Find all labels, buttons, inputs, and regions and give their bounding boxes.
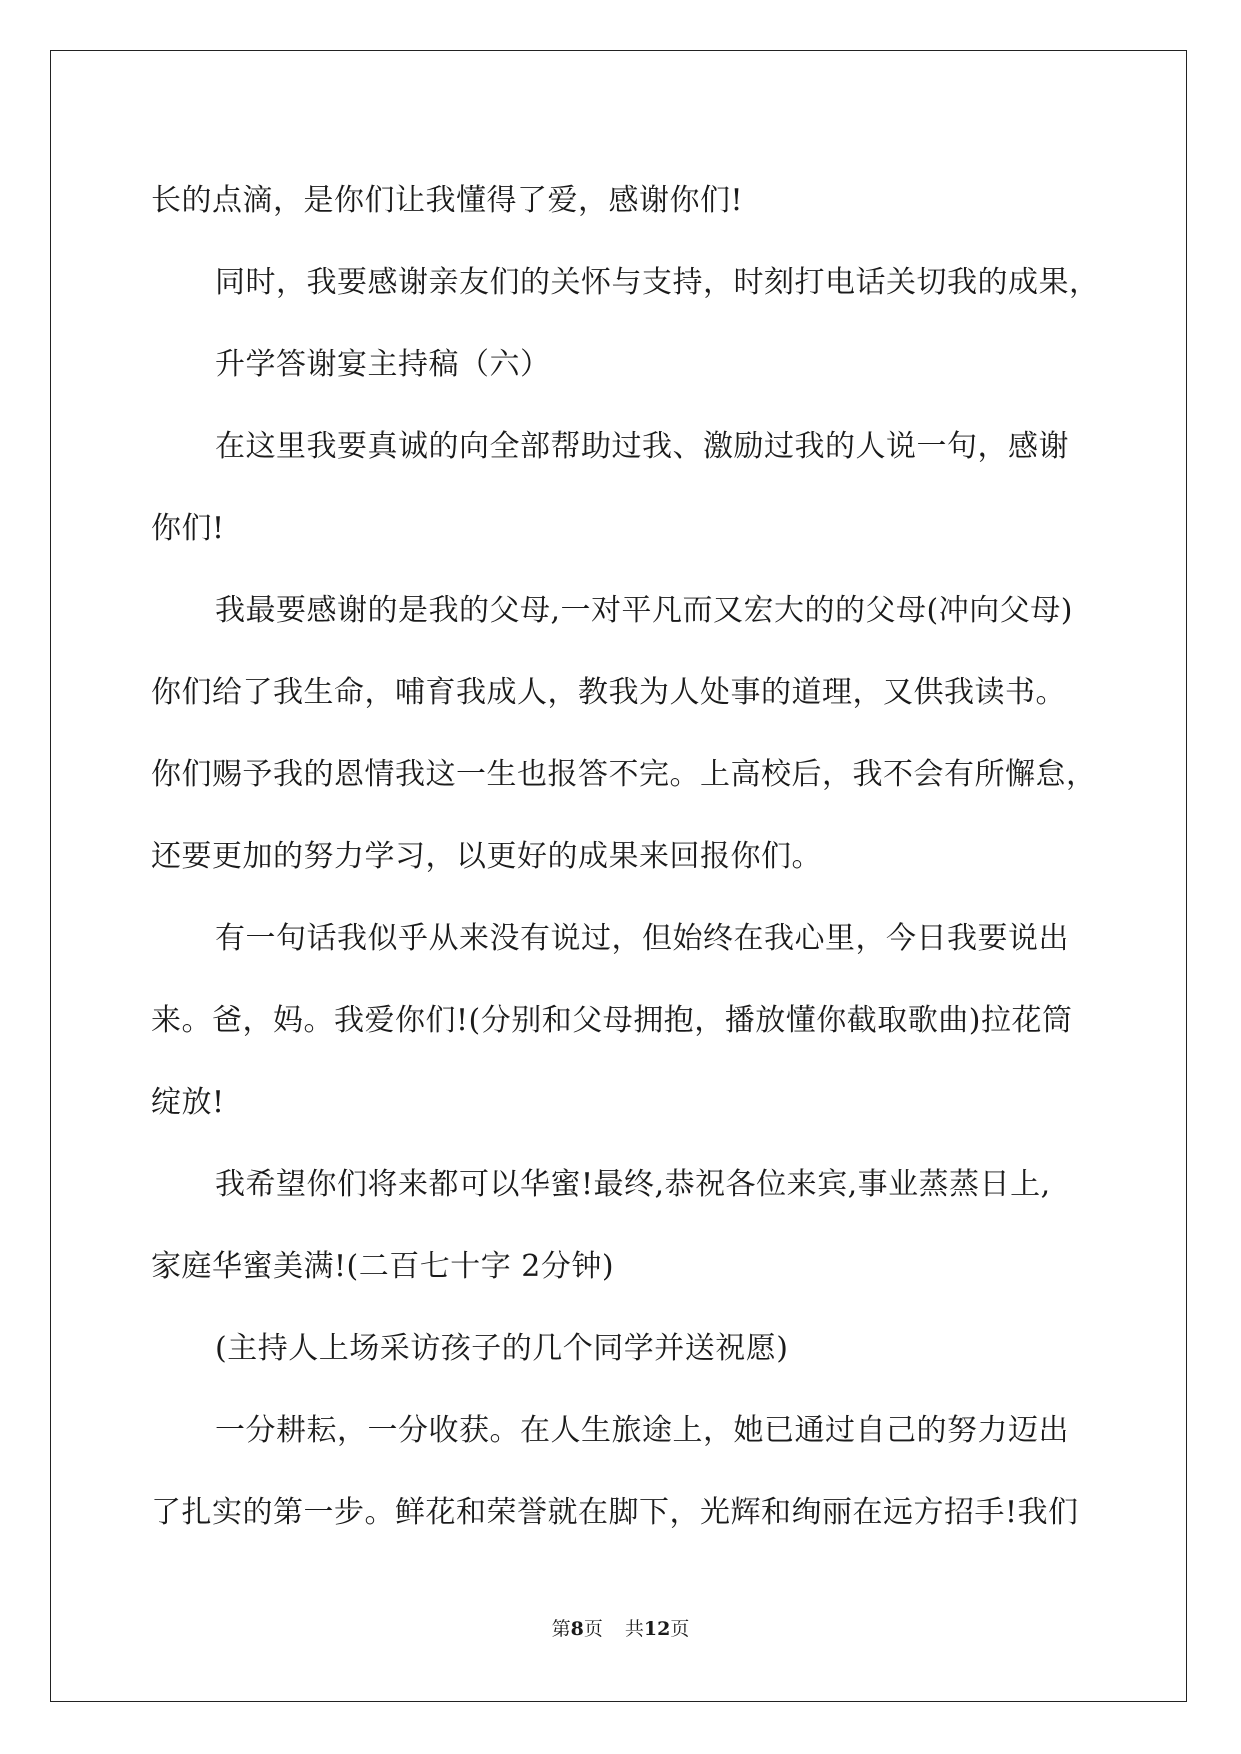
total-suffix: 页 [670,1618,690,1640]
text-line-17: 了扎实的第一步。鲜花和荣誉就在脚下，光辉和绚丽在远方招手!我们 [151,1495,1079,1530]
document-body [151,160,1100,1554]
page-prefix: 第 [551,1618,571,1640]
text-line-1: 长的点滴，是你们让我懂得了爱，感谢你们! [151,183,744,218]
text-line-2: 同时，我要感谢亲友们的关怀与支持，时刻打电话关切我的成果， [215,265,1100,300]
text-line-7: 你们给了我生命，哺育我成人，教我为人处事的道理，又供我读书。 [151,675,1066,710]
text-line-11: 来。爸，妈。我爱你们!(分别和父母拥抱，播放懂你截取歌曲)拉花筒 [151,1003,1073,1038]
page-number: 8 [570,1618,584,1640]
text-line-13: 我希望你们将来都可以华蜜!最终,恭祝各位来宾,事业蒸蒸日上, [215,1167,1051,1202]
page-footer [0,1614,1241,1641]
total-prefix: 共 [624,1618,644,1640]
text-line-14: 家庭华蜜美满!(二百七十字 2分钟) [151,1249,615,1284]
text-line-9: 还要更加的努力学习，以更好的成果来回报你们。 [151,839,822,874]
text-line-12: 绽放! [151,1085,225,1120]
text-line-6: 我最要感谢的是我的父母,一对平凡而又宏大的的父母(冲向父母) [215,593,1073,628]
text-line-15: (主持人上场采访孩子的几个同学并送祝愿) [215,1331,789,1366]
text-line-4: 在这里我要真诚的向全部帮助过我、激励过我的人说一句，感谢 [215,429,1069,464]
text-line-16: 一分耕耘，一分收获。在人生旅途上，她已通过自己的努力迈出 [215,1413,1069,1448]
text-line-5: 你们! [151,511,225,546]
total-pages: 12 [643,1618,671,1640]
page-suffix: 页 [583,1618,603,1640]
section-heading: 升学答谢宴主持稿（六） [215,347,551,382]
text-line-10: 有一句话我似乎从来没有说过，但始终在我心里，今日我要说出 [215,921,1069,956]
text-line-8: 你们赐予我的恩情我这一生也报答不完。上高校后，我不会有所懈怠， [151,757,1097,792]
